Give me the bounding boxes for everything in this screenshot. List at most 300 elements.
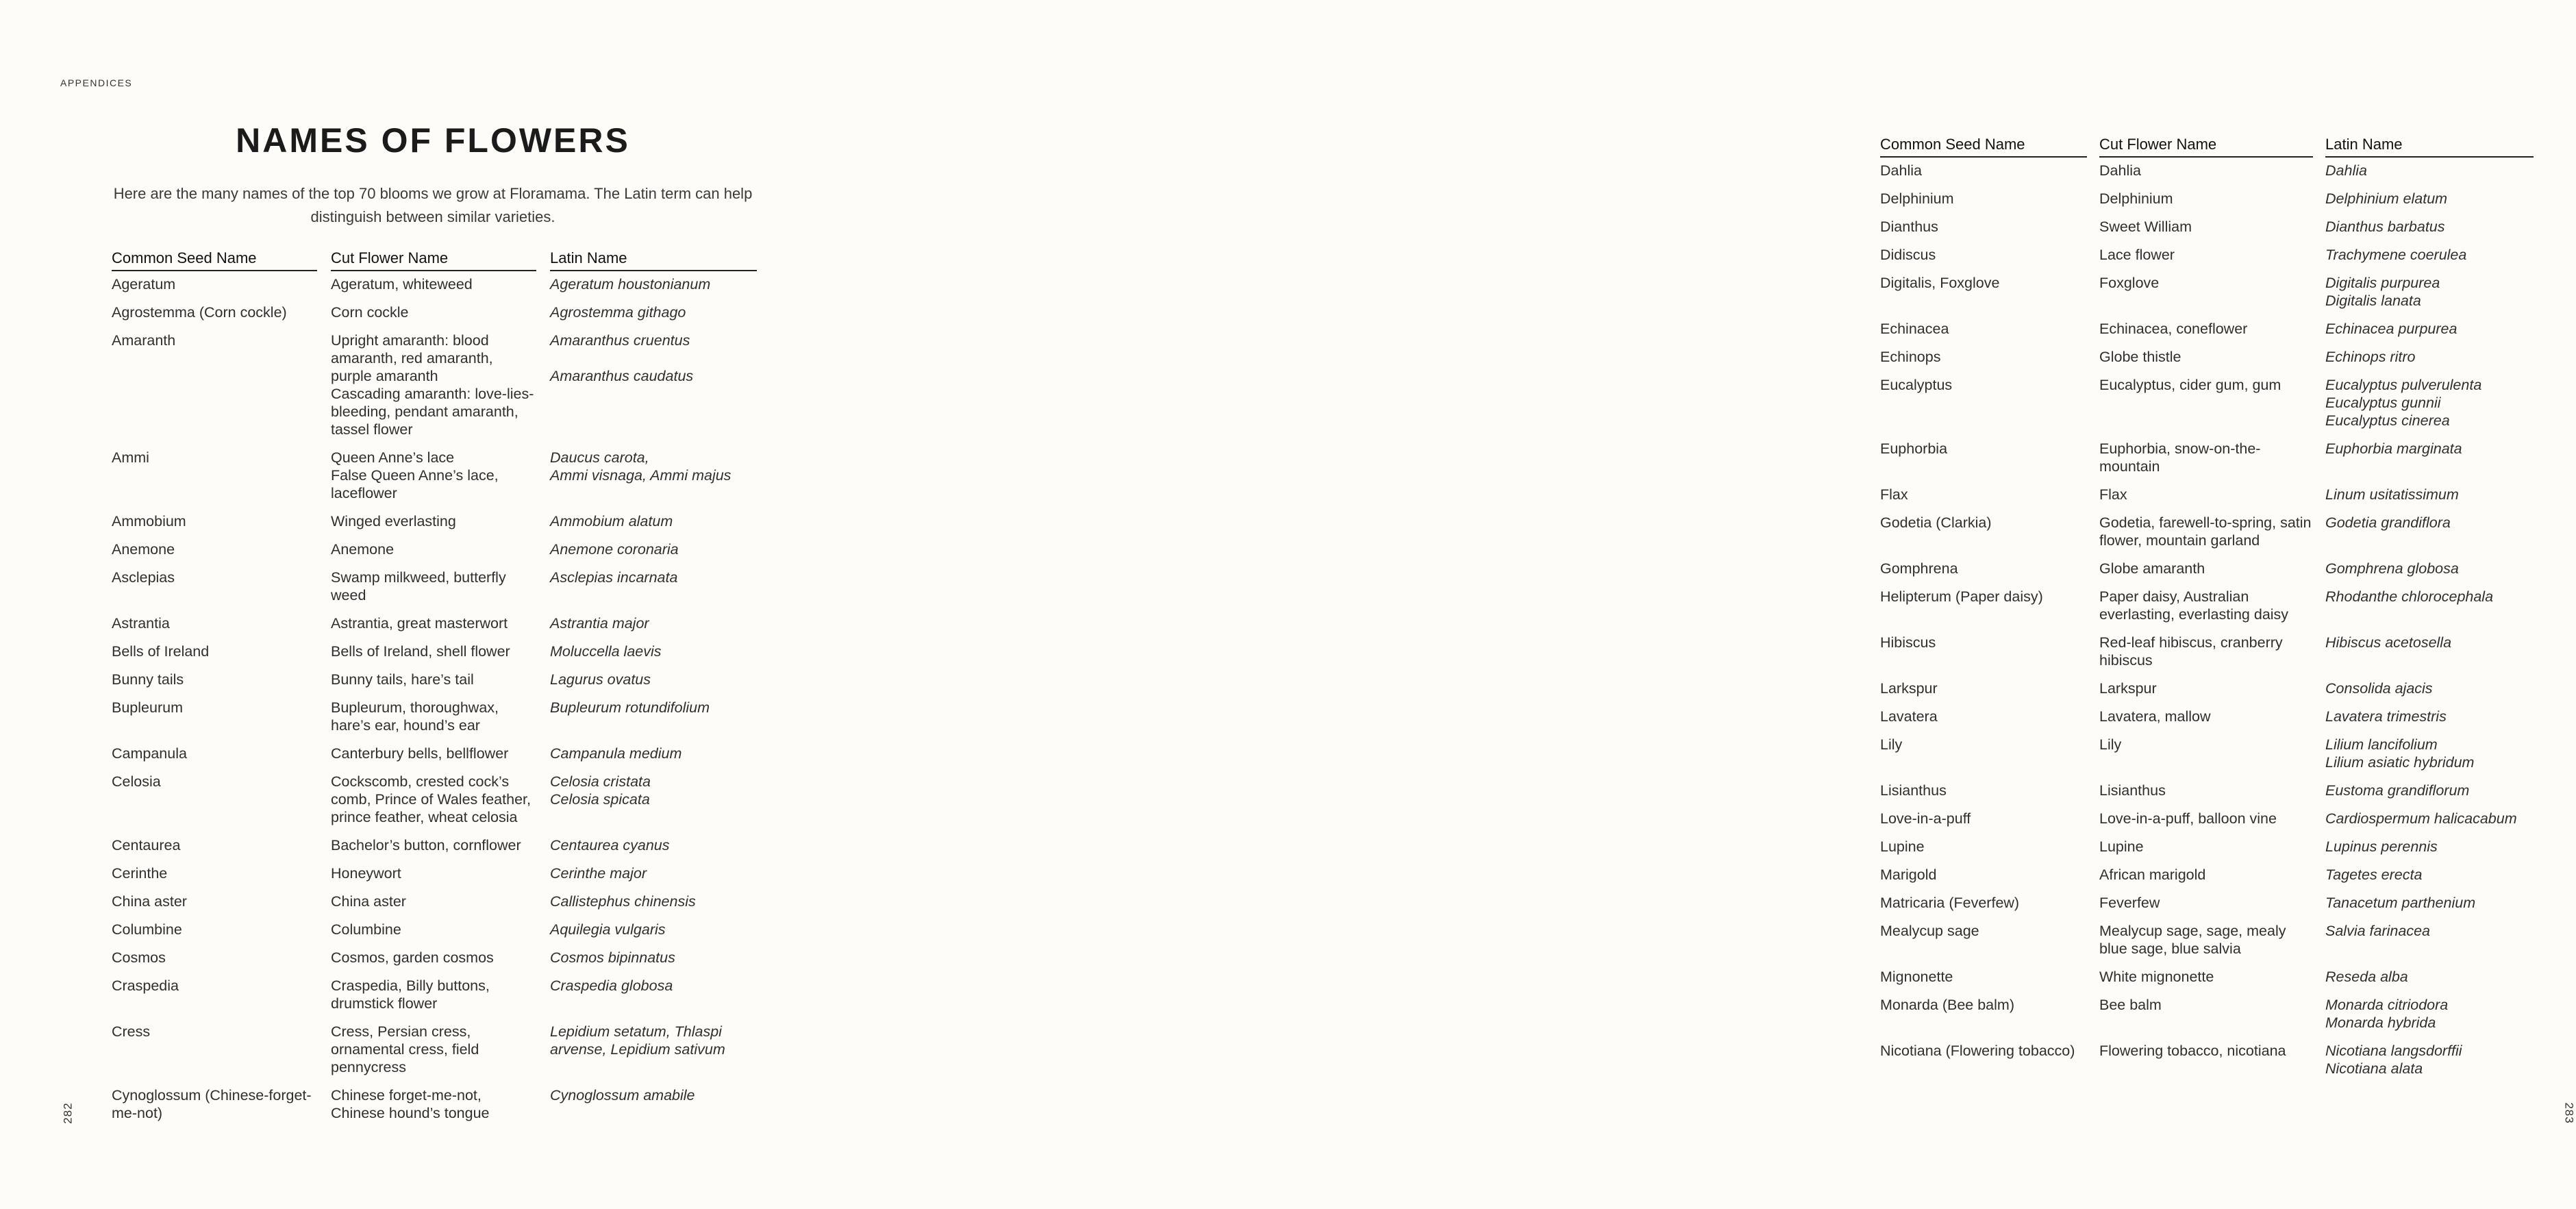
common-seed-name-text: Echinacea: [1880, 321, 1949, 337]
common-seed-name: [1880, 834, 2087, 862]
latin-name: [2325, 270, 2534, 316]
common-seed-name-text: Bupleurum: [112, 699, 183, 716]
latin-name-text: Dianthus barbatus: [2325, 219, 2445, 235]
latin-name-text: Amaranthus caudatus: [550, 368, 694, 384]
common-seed-name-text: Larkspur: [1880, 680, 1938, 697]
cut-flower-name-text: Cress, Persian cress, ornamental cress, field pennycress: [331, 1023, 479, 1075]
cut-flower-name-text: Ageratum, whiteweed: [331, 276, 473, 292]
common-seed-name-text: Cerinthe: [112, 865, 168, 882]
latin-name: [550, 860, 757, 888]
cut-flower-name-text: Globe thistle: [2099, 349, 2181, 365]
common-seed-name-text: Cynoglossum (Chinese-forget-me-not): [112, 1087, 312, 1121]
latin-name-text: Cardiospermum halicacabum: [2325, 810, 2517, 827]
table-row: [112, 299, 757, 327]
cut-flower-name-text: Cockscomb, crested cock’s comb, Prince of Wales feather, prince feather, wheat celosia: [331, 773, 531, 825]
flower-names-table-right: [1880, 136, 2534, 1084]
latin-name-text: Digitalis purpurea: [2325, 275, 2440, 291]
common-seed-name-text: Euphorbia: [1880, 440, 1948, 457]
latin-name: [550, 973, 757, 1019]
cut-flower-name-text: Winged everlasting: [331, 513, 456, 529]
common-seed-name-text: Mignonette: [1880, 969, 1953, 985]
table-row: [1880, 834, 2534, 862]
cut-flower-name: [331, 945, 536, 973]
cut-flower-name-text: Bachelor’s button, cornflower: [331, 837, 521, 853]
latin-name: [2325, 703, 2534, 732]
common-seed-name: [1880, 918, 2087, 964]
cut-flower-name: [2099, 918, 2313, 964]
latin-name: [2325, 214, 2534, 242]
common-seed-name-text: Cosmos: [112, 949, 166, 966]
cut-flower-name: [2099, 214, 2313, 242]
latin-name-text: Euphorbia marginata: [2325, 440, 2462, 457]
latin-name: [2325, 918, 2534, 964]
cut-flower-name: [2099, 436, 2313, 482]
common-seed-name: [112, 695, 317, 740]
cut-flower-name-text: Foxglove: [2099, 275, 2160, 291]
latin-name: [550, 666, 757, 695]
common-seed-name: [112, 666, 317, 695]
common-seed-name: [112, 610, 317, 638]
latin-name: [550, 327, 757, 445]
cut-flower-name-text: Bells of Ireland, shell flower: [331, 643, 510, 660]
latin-name: [550, 695, 757, 740]
table-row: [112, 638, 757, 666]
common-seed-name-text: Helipterum (Paper daisy): [1880, 588, 2043, 605]
table-row: [1880, 158, 2534, 186]
table-header-row: [112, 249, 757, 271]
cut-flower-name: [2099, 186, 2313, 214]
cut-flower-name: [2099, 732, 2313, 777]
latin-name-text: Lupinus perennis: [2325, 838, 2438, 855]
table-row: [112, 860, 757, 888]
common-seed-name: [1880, 964, 2087, 992]
table-row: [112, 610, 757, 638]
table-row: [112, 832, 757, 860]
latin-name-text: Campanula medium: [550, 745, 682, 762]
latin-name: [2325, 510, 2534, 556]
common-seed-name: [1880, 344, 2087, 372]
common-seed-name: [112, 564, 317, 610]
common-seed-name-text: Matricaria (Feverfew): [1880, 895, 2020, 911]
cut-flower-name-text: Lace flower: [2099, 247, 2175, 263]
table-row: [1880, 510, 2534, 556]
latin-name-text: Astrantia major: [550, 615, 649, 632]
table-row: [112, 327, 757, 445]
common-seed-name-text: Celosia: [112, 773, 161, 790]
latin-name: [2325, 158, 2534, 186]
table-row: [1880, 703, 2534, 732]
latin-name-text: Gomphrena globosa: [2325, 560, 2459, 577]
cut-flower-name: [331, 888, 536, 917]
latin-name-text: Celosia cristata: [550, 773, 651, 790]
common-seed-name-text: Lisianthus: [1880, 782, 1947, 799]
common-seed-name-text: Delphinium: [1880, 190, 1954, 207]
cut-flower-name: [2099, 777, 2313, 806]
flower-names-table-left: [112, 249, 757, 1128]
common-seed-name: [1880, 630, 2087, 675]
common-seed-name: [1880, 777, 2087, 806]
table-row: [112, 508, 757, 536]
latin-name-text: Salvia farinacea: [2325, 923, 2430, 939]
latin-name-text: Consolida ajacis: [2325, 680, 2433, 697]
latin-name-text: Linum usitatissimum: [2325, 486, 2459, 503]
latin-name-text: Tagetes erecta: [2325, 867, 2423, 883]
common-seed-name: [112, 271, 317, 299]
cut-flower-name-text: Bee balm: [2099, 997, 2162, 1013]
latin-name: [2325, 675, 2534, 703]
latin-name: [2325, 964, 2534, 992]
cut-flower-name-text: Cascading amaranth: love-lies-bleeding, pendant amaranth, tassel flower: [331, 386, 534, 438]
cut-flower-name-text: Love-in-a-puff, balloon vine: [2099, 810, 2277, 827]
cut-flower-name: [2099, 510, 2313, 556]
cut-flower-name-text: Anemone: [331, 541, 395, 558]
table-row: [112, 945, 757, 973]
cut-flower-name-text: Lisianthus: [2099, 782, 2166, 799]
cut-flower-name: [331, 445, 536, 508]
cut-flower-name-text: Cosmos, garden cosmos: [331, 949, 494, 966]
common-seed-name-text: Craspedia: [112, 977, 179, 994]
latin-name: [2325, 806, 2534, 834]
table-row: [1880, 862, 2534, 890]
table-row: [112, 1019, 757, 1082]
cut-flower-name: [2099, 806, 2313, 834]
latin-name-text: Rhodanthe chlorocephala: [2325, 588, 2494, 605]
common-seed-name: [112, 832, 317, 860]
latin-name: [550, 769, 757, 832]
column-header-common: Common Seed Name: [112, 249, 317, 271]
table-header-row: [1880, 136, 2534, 158]
latin-name-text: Monarda hybrida: [2325, 1014, 2436, 1031]
cut-flower-name-text: African marigold: [2099, 867, 2206, 883]
latin-name-text: Godetia grandiflora: [2325, 514, 2451, 531]
common-seed-name: [1880, 214, 2087, 242]
cut-flower-name: [331, 860, 536, 888]
common-seed-name-text: Lupine: [1880, 838, 1925, 855]
cut-flower-name: [2099, 316, 2313, 344]
cut-flower-name: [331, 1082, 536, 1128]
latin-name-text: Echinops ritro: [2325, 349, 2416, 365]
latin-name-text: Celosia spicata: [550, 791, 650, 808]
common-seed-name-text: Asclepias: [112, 569, 175, 586]
cut-flower-name-text: Craspedia, Billy buttons, drumstick flower: [331, 977, 490, 1012]
common-seed-name: [1880, 186, 2087, 214]
table-row: [112, 695, 757, 740]
cut-flower-name: [331, 564, 536, 610]
cut-flower-name-text: Flowering tobacco, nicotiana: [2099, 1043, 2286, 1059]
common-seed-name: [1880, 436, 2087, 482]
latin-name: [550, 610, 757, 638]
common-seed-name: [1880, 510, 2087, 556]
latin-name-text: Eucalyptus pulverulenta: [2325, 377, 2482, 393]
cut-flower-name: [2099, 992, 2313, 1038]
common-seed-name-text: Marigold: [1880, 867, 1937, 883]
common-seed-name-text: Agrostemma (Corn cockle): [112, 304, 287, 321]
latin-name: [550, 945, 757, 973]
common-seed-name: [112, 945, 317, 973]
latin-name-text: Lagurus ovatus: [550, 671, 651, 688]
common-seed-name-text: Lily: [1880, 736, 1903, 753]
common-seed-name: [112, 917, 317, 945]
cut-flower-name: [2099, 630, 2313, 675]
latin-name-text: Anemone coronaria: [550, 541, 679, 558]
latin-name: [2325, 482, 2534, 510]
latin-name: [550, 888, 757, 917]
cut-flower-name-text: False Queen Anne’s lace, laceflower: [331, 467, 499, 501]
table-row: [112, 666, 757, 695]
common-seed-name: [1880, 862, 2087, 890]
table-row: [112, 1082, 757, 1128]
latin-name-text: Lavatera trimestris: [2325, 708, 2447, 725]
cut-flower-name-text: Flax: [2099, 486, 2127, 503]
cut-flower-name-text: Honeywort: [331, 865, 401, 882]
cut-flower-name-text: Swamp milkweed, butterfly weed: [331, 569, 506, 603]
cut-flower-name-text: Lavatera, mallow: [2099, 708, 2211, 725]
table-row: [1880, 242, 2534, 270]
cut-flower-name-text: Eucalyptus, cider gum, gum: [2099, 377, 2281, 393]
common-seed-name-text: Echinops: [1880, 349, 1941, 365]
table-row: [112, 536, 757, 564]
latin-name-text: Bupleurum rotundifolium: [550, 699, 710, 716]
latin-name-text: Amaranthus cruentus: [550, 332, 690, 349]
latin-name-text: Centaurea cyanus: [550, 837, 670, 853]
latin-name: [550, 638, 757, 666]
common-seed-name: [1880, 482, 2087, 510]
latin-name: [2325, 862, 2534, 890]
common-seed-name-text: Love-in-a-puff: [1880, 810, 1971, 827]
cut-flower-name-text: Upright amaranth: blood amaranth, red amaranth, purple amaranth: [331, 332, 493, 384]
common-seed-name: [112, 536, 317, 564]
latin-name-text: Agrostemma githago: [550, 304, 686, 321]
common-seed-name-text: Godetia (Clarkia): [1880, 514, 1992, 531]
cut-flower-name: [331, 299, 536, 327]
cut-flower-name-text: Feverfew: [2099, 895, 2160, 911]
latin-name-text: Nicotiana langsdorffii: [2325, 1043, 2462, 1059]
cut-flower-name: [331, 832, 536, 860]
latin-name-text: Trachymene coerulea: [2325, 247, 2467, 263]
cut-flower-name-text: White mignonette: [2099, 969, 2214, 985]
common-seed-name: [112, 740, 317, 769]
latin-name-text: Hibiscus acetosella: [2325, 634, 2452, 651]
latin-name-text: Cosmos bipinnatus: [550, 949, 675, 966]
table-row: [1880, 806, 2534, 834]
common-seed-name: [112, 888, 317, 917]
latin-name: [2325, 890, 2534, 918]
latin-name: [2325, 992, 2534, 1038]
common-seed-name: [112, 508, 317, 536]
latin-name-text: Moluccella laevis: [550, 643, 662, 660]
common-seed-name-text: China aster: [112, 893, 187, 910]
latin-name-text: Delphinium elatum: [2325, 190, 2448, 207]
page-number: 282: [61, 1102, 75, 1124]
latin-name: [550, 740, 757, 769]
table-row: [1880, 675, 2534, 703]
cut-flower-name-text: Godetia, farewell-to-spring, satin flower, mountain garland: [2099, 514, 2312, 549]
common-seed-name: [112, 327, 317, 445]
table-row: [1880, 214, 2534, 242]
common-seed-name-text: Bells of Ireland: [112, 643, 210, 660]
common-seed-name: [1880, 992, 2087, 1038]
table-row: [112, 917, 757, 945]
latin-name-text: Echinacea purpurea: [2325, 321, 2458, 337]
common-seed-name-text: Mealycup sage: [1880, 923, 1979, 939]
cut-flower-name: [331, 917, 536, 945]
table-row: [112, 271, 757, 299]
common-seed-name-text: Anemone: [112, 541, 175, 558]
cut-flower-name-text: Paper daisy, Australian everlasting, everlasting daisy: [2099, 588, 2289, 623]
latin-name-text: Callistephus chinensis: [550, 893, 696, 910]
common-seed-name-text: Ammobium: [112, 513, 186, 529]
latin-name: [2325, 732, 2534, 777]
common-seed-name: [1880, 316, 2087, 344]
common-seed-name-text: Centaurea: [112, 837, 181, 853]
common-seed-name: [112, 860, 317, 888]
cut-flower-name-text: Echinacea, coneflower: [2099, 321, 2248, 337]
common-seed-name: [1880, 556, 2087, 584]
common-seed-name: [112, 1019, 317, 1082]
cut-flower-name: [331, 271, 536, 299]
common-seed-name-text: Bunny tails: [112, 671, 184, 688]
table-row: [112, 769, 757, 832]
latin-name: [2325, 372, 2534, 436]
table-row: [1880, 890, 2534, 918]
cut-flower-name-text: Delphinium: [2099, 190, 2173, 207]
latin-name: [550, 1082, 757, 1128]
section-label: APPENDICES: [60, 77, 133, 88]
table-row: [1880, 316, 2534, 344]
table-row: [1880, 556, 2534, 584]
common-seed-name: [1880, 703, 2087, 732]
cut-flower-name: [331, 536, 536, 564]
latin-name: [2325, 344, 2534, 372]
latin-name-text: Cynoglossum amabile: [550, 1087, 695, 1104]
table-row: [1880, 482, 2534, 510]
common-seed-name: [112, 769, 317, 832]
table-row: [112, 564, 757, 610]
common-seed-name-text: Ageratum: [112, 276, 176, 292]
common-seed-name-text: Campanula: [112, 745, 187, 762]
latin-name: [550, 445, 757, 508]
common-seed-name-text: Astrantia: [112, 615, 170, 632]
common-seed-name-text: Amaranth: [112, 332, 176, 349]
cut-flower-name: [2099, 372, 2313, 436]
cut-flower-name: [2099, 834, 2313, 862]
cut-flower-name-text: Dahlia: [2099, 162, 2141, 179]
cut-flower-name: [2099, 482, 2313, 510]
common-seed-name-text: Monarda (Bee balm): [1880, 997, 2014, 1013]
latin-name-text: Ammi visnaga, Ammi majus: [550, 467, 731, 484]
latin-name-text: Lepidium setatum, Thlaspi arvense, Lepidium sativum: [550, 1023, 725, 1058]
latin-name-text: Tanacetum parthenium: [2325, 895, 2476, 911]
cut-flower-name-text: China aster: [331, 893, 406, 910]
column-header-latin: Latin Name: [2325, 136, 2534, 158]
latin-name-text: Eucalyptus gunnii: [2325, 395, 2441, 411]
common-seed-name-text: Nicotiana (Flowering tobacco): [1880, 1043, 2075, 1059]
cut-flower-name-text: Larkspur: [2099, 680, 2157, 697]
latin-name-text: Reseda alba: [2325, 969, 2408, 985]
table-row: [1880, 630, 2534, 675]
table-row: [1880, 918, 2534, 964]
column-header-common: Common Seed Name: [1880, 136, 2087, 158]
cut-flower-name: [2099, 242, 2313, 270]
table-row: [1880, 777, 2534, 806]
latin-name-text: Eucalyptus cinerea: [2325, 412, 2450, 429]
common-seed-name: [1880, 732, 2087, 777]
common-seed-name-text: Digitalis, Foxglove: [1880, 275, 2000, 291]
latin-name: [2325, 777, 2534, 806]
latin-name: [550, 1019, 757, 1082]
cut-flower-name-text: Canterbury bells, bellflower: [331, 745, 509, 762]
cut-flower-name-text: Queen Anne’s lace: [331, 449, 455, 466]
latin-name: [550, 508, 757, 536]
cut-flower-name: [331, 327, 536, 445]
table-row: [1880, 1038, 2534, 1084]
left-page: [0, 0, 877, 1209]
cut-flower-name: [2099, 964, 2313, 992]
cut-flower-name: [2099, 862, 2313, 890]
latin-name: [550, 917, 757, 945]
latin-name-text: Monarda citriodora: [2325, 997, 2449, 1013]
latin-name: [2325, 436, 2534, 482]
latin-name: [2325, 556, 2534, 584]
latin-name: [2325, 316, 2534, 344]
common-seed-name: [1880, 1038, 2087, 1084]
table-row: [1880, 732, 2534, 777]
table-body: [112, 271, 757, 1128]
cut-flower-name: [2099, 556, 2313, 584]
latin-name-text: Nicotiana alata: [2325, 1060, 2423, 1077]
latin-name-text: Lilium asiatic hybridum: [2325, 754, 2475, 771]
table-row: [112, 888, 757, 917]
latin-name: [2325, 1038, 2534, 1084]
latin-name-text: Eustoma grandiflorum: [2325, 782, 2470, 799]
cut-flower-name-text: Bunny tails, hare’s tail: [331, 671, 474, 688]
cut-flower-name: [2099, 1038, 2313, 1084]
latin-name-text: Ageratum houstonianum: [550, 276, 711, 292]
common-seed-name: [1880, 806, 2087, 834]
column-header-latin: Latin Name: [550, 249, 757, 271]
table-row: [112, 445, 757, 508]
common-seed-name: [1880, 270, 2087, 316]
latin-name: [550, 832, 757, 860]
table-row: [1880, 186, 2534, 214]
cut-flower-name-text: Corn cockle: [331, 304, 409, 321]
latin-name-text: Asclepias incarnata: [550, 569, 678, 586]
latin-name: [2325, 186, 2534, 214]
cut-flower-name: [331, 508, 536, 536]
common-seed-name-text: Eucalyptus: [1880, 377, 1953, 393]
cut-flower-name: [331, 769, 536, 832]
common-seed-name: [1880, 584, 2087, 630]
cut-flower-name: [331, 973, 536, 1019]
column-header-cut: Cut Flower Name: [2099, 136, 2313, 158]
common-seed-name: [1880, 242, 2087, 270]
common-seed-name: [1880, 675, 2087, 703]
table-row: [1880, 344, 2534, 372]
latin-name: [2325, 242, 2534, 270]
intro-text: Here are the many names of the top 70 blooms we grow at Floramama. The Latin term can help distinguish between similar varieties.: [113, 185, 753, 225]
cut-flower-name-text: Astrantia, great masterwort: [331, 615, 508, 632]
cut-flower-name-text: Bupleurum, thoroughwax, hare’s ear, hound’s ear: [331, 699, 499, 734]
common-seed-name-text: Columbine: [112, 921, 182, 938]
common-seed-name: [112, 638, 317, 666]
common-seed-name: [112, 1082, 317, 1128]
common-seed-name: [1880, 890, 2087, 918]
latin-name-text: Craspedia globosa: [550, 977, 673, 994]
table-row: [112, 740, 757, 769]
common-seed-name: [112, 445, 317, 508]
latin-name: [550, 299, 757, 327]
cut-flower-name-text: Sweet William: [2099, 219, 2192, 235]
